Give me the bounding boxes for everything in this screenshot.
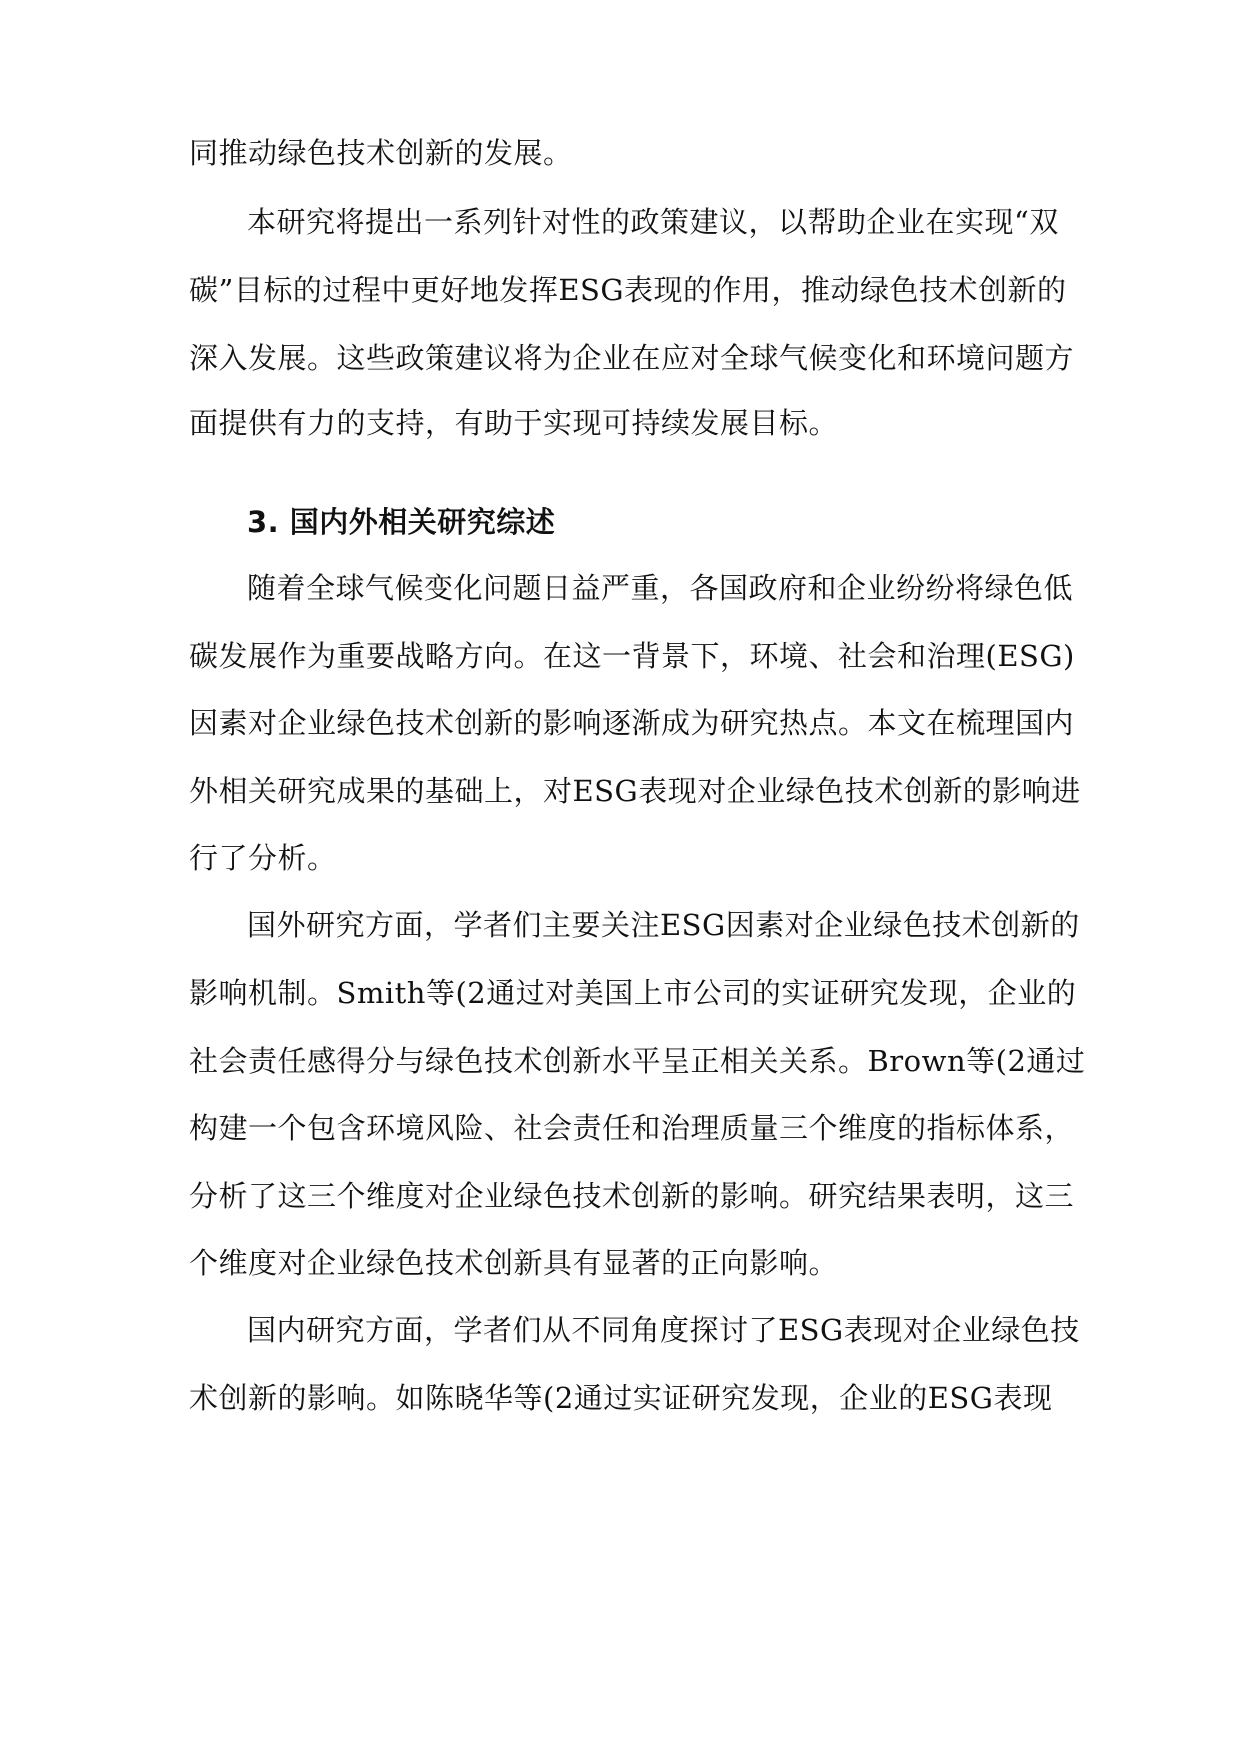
paragraph-line: 术创新的影响。如陈晓华等(2通过实证研究发现，企业的ESG表现 <box>189 1381 1053 1415</box>
paragraph-line: 随着全球气候变化问题日益严重，各国政府和企业纷纷将绿色低 <box>247 571 1074 605</box>
paragraph-line: 面提供有力的支持，有助于实现可持续发展目标。 <box>189 406 839 440</box>
paragraph-line: 构建一个包含环境风险、社会责任和治理质量三个维度的指标体系， <box>189 1111 1075 1145</box>
paragraph-line: 国内研究方面，学者们从不同角度探讨了ESG表现对企业绿色技 <box>247 1313 1080 1347</box>
paragraph-line: 深入发展。这些政策建议将为企业在应对全球气候变化和环境问题方 <box>189 341 1075 375</box>
paragraph-line: 同推动绿色技术创新的发展。 <box>189 136 573 170</box>
paragraph-line: 社会责任感得分与绿色技术创新水平呈正相关关系。Brown等(2通过 <box>189 1044 1086 1078</box>
paragraph-line: 分析了这三个维度对企业绿色技术创新的影响。研究结果表明，这三 <box>189 1179 1075 1213</box>
paragraph-line: 因素对企业绿色技术创新的影响逐渐成为研究热点。本文在梳理国内 <box>189 706 1075 740</box>
paragraph-line: 个维度对企业绿色技术创新具有显著的正向影响。 <box>189 1246 839 1280</box>
paragraph-line: 本研究将提出一系列针对性的政策建议，以帮助企业在实现“双 <box>247 205 1059 239</box>
paragraph-line: 行了分析。 <box>189 841 337 875</box>
paragraph-line: 碳发展作为重要战略方向。在这一背景下，环境、社会和治理(ESG) <box>189 639 1075 673</box>
paragraph-line: 影响机制。Smith等(2通过对美国上市公司的实证研究发现，企业的 <box>189 976 1077 1010</box>
paragraph-line: 碳”目标的过程中更好地发挥ESG表现的作用，推动绿色技术创新的 <box>189 273 1067 307</box>
section-heading: 3. 国内外相关研究综述 <box>247 505 556 539</box>
paragraph-line: 外相关研究成果的基础上，对ESG表现对企业绿色技术创新的影响进 <box>189 774 1081 808</box>
paragraph-line: 国外研究方面，学者们主要关注ESG因素对企业绿色技术创新的 <box>247 908 1080 942</box>
